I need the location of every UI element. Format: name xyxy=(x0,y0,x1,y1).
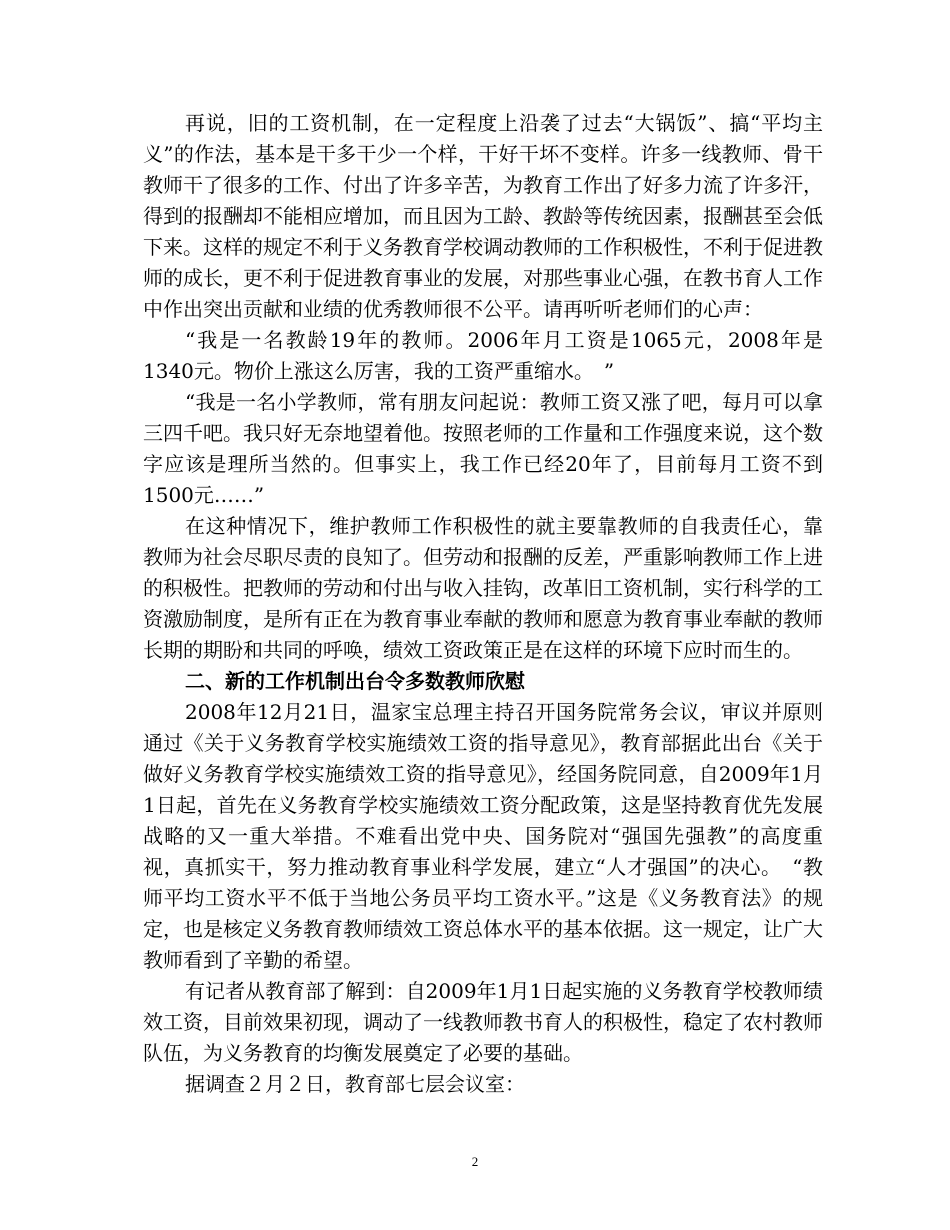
paragraph: 据调查２月２日，教育部七层会议室： xyxy=(185,1072,525,1096)
paragraph: 在这种情况下，维护教师工作积极性的就主要靠教师的自我责任心，靠教师为社会尽职尽责的良知了。但劳动和报酬的反差，严重影响教师工作上进的积极性。把教师的劳动和付出与收入挂钩，改革旧工资机制，实行科学的工资激励制度，是所有正在为教育事业奉献的教师和愿意为教育事业奉献的教师长期的期盼和共同的呼唤，绩效工资政策正是在这样的环境下应时而生的。 xyxy=(143,514,823,662)
paragraph: 再说，旧的工资机制，在一定程度上沿袭了过去“大锅饭”、搞“平均主义”的作法，基本是干多干少一个样，干好干坏不变样。许多一线教师、骨干教师干了很多的工作、付出了许多辛苦，为教育工作出了好多力流了许多汗，得到的报酬却不能相应增加，而且因为工龄、教龄等传统因素，报酬甚至会低下来。这样的规定不利于义务教育学校调动教师的工作积极性，不利于促进教师的成长，更不利于促进教育事业的发展，对那些事业心强，在教书育人工作中作出突出贡献和业绩的优秀教师很不公平。请再听听老师们的心声： xyxy=(143,111,823,321)
quote-paragraph: “我是一名小学教师，常有朋友问起说：教师工资又涨了吧，每月可以拿三四千吧。我只好无奈地望着他。按照老师的工作量和工作强度来说，这个数字应该是理所当然的。但事实上，我工作已经20年了，目前每月工资不到1500元……” xyxy=(143,390,823,507)
paragraph: 有记者从教育部了解到：自2009年1月1日起实施的义务教育学校教师绩效工资，目前效果初现，调动了一线教师教书育人的积极性，稳定了农村教师队伍，为义务教育的均衡发展奠定了必要的基础。 xyxy=(143,979,823,1065)
quote-paragraph: “我是一名教龄19年的教师。2006年月工资是1065元，2008年是1340元。物价上涨这么厉害，我的工资严重缩水。 ” xyxy=(143,328,823,383)
paragraph: 2008年12月21日，温家宝总理主持召开国务院常务会议，审议并原则通过《关于义务教育学校实施绩效工资的指导意见》，教育部据此出台《关于做好义务教育学校实施绩效工资的指导意见》，经国务院同意，自2009年1月1日起，首先在义务教育学校实施绩效工资分配政策，这是坚持教育优先发展战略的又一重大举措。不难看出党中央、国务院对“强国先强教”的高度重视，真抓实干，努力推动教育事业科学发展，建立“人才强国”的决心。 “教师平均工资水平不低于当地公务员平均工资水平。”这是《义务教育法》的规定，也是核定义务教育教师绩效工资总体水平的基本依据。这一规定，让广大教师看到了辛勤的希望。 xyxy=(143,700,823,972)
section-heading: 二、新的工作机制出台令多数教师欣慰 xyxy=(185,669,525,693)
page-number: 2 xyxy=(471,1154,479,1169)
document-body xyxy=(143,108,823,1100)
